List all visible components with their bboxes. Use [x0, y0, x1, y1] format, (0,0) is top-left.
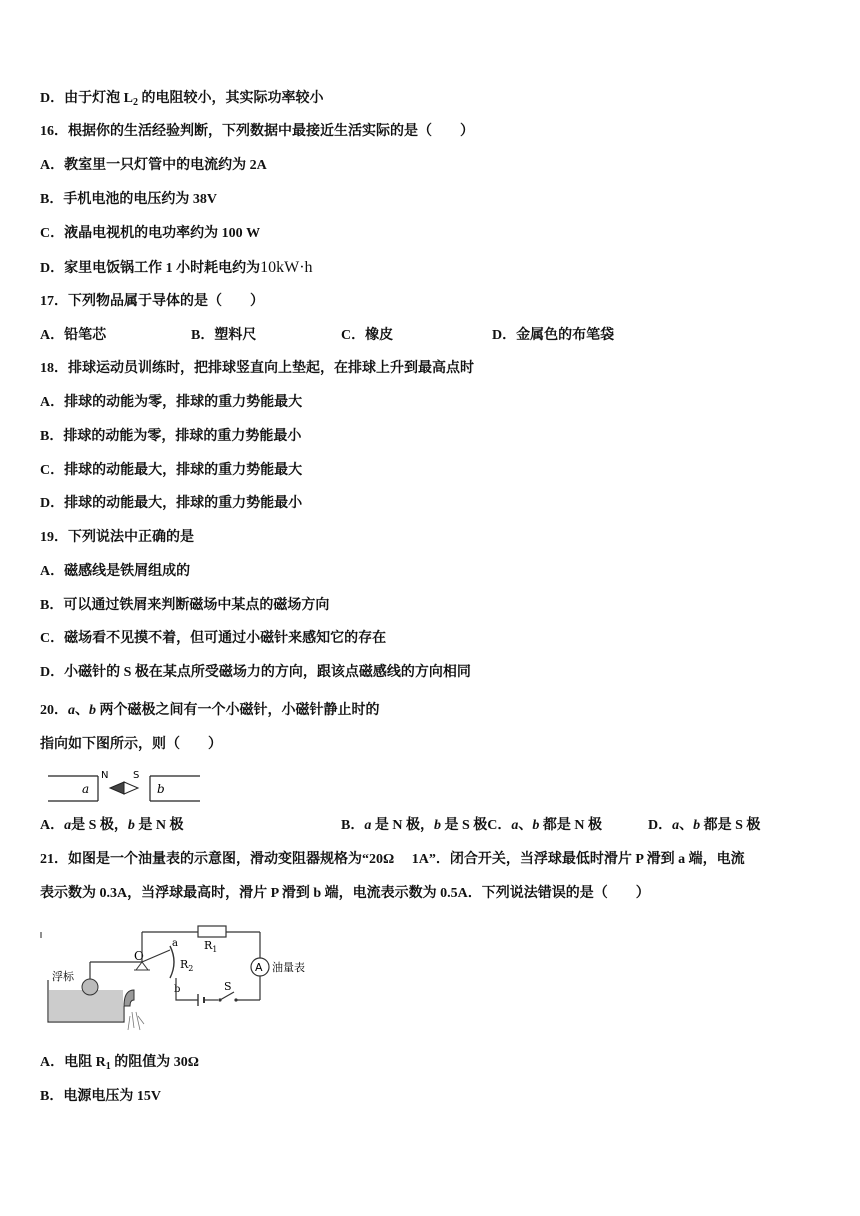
q18-stem: 18．排球运动员训练时，把排球竖直向上垫起，在排球上升到最高点时 — [40, 361, 474, 376]
q17-option-b: B．塑料尺 — [191, 328, 257, 343]
q16-option-a: A．教室里一只灯管中的电流约为 2A — [40, 158, 267, 173]
float-label: 浮标 — [52, 970, 74, 983]
q18-option-a: A．排球的动能为零，排球的重力势能最大 — [40, 395, 303, 410]
q17-option-c: C．橡皮 — [341, 328, 394, 343]
q16-option-b: B．手机电池的电压约为 38V — [40, 192, 217, 207]
pivot-label: O — [134, 949, 144, 963]
q16-option-c: C．液晶电视机的电功率约为 100 W — [40, 226, 261, 241]
rheostat-r2 — [170, 946, 174, 978]
magnet-a-label: a — [82, 782, 90, 796]
oil-meter-label: 油量表 — [272, 961, 305, 974]
q21-stem-line1: 21．如图是一个油量表的示意图，滑动变阻器规格为“20Ω 1A”．闭合开关，当浮球最低时滑片 P 滑到 a 端，电流 — [40, 852, 745, 867]
ammeter-symbol: A — [255, 961, 263, 974]
q18-option-d: D．排球的动能最大，排球的重力势能最小 — [40, 496, 303, 511]
q21-oil-gauge-circuit — [38, 920, 318, 1040]
switch-label: S — [224, 980, 232, 993]
q19-option-d: D．小磁针的 S 极在某点所受磁场力的方向，跟该点磁感线的方向相同 — [40, 665, 471, 680]
q17-option-a: A．铅笔芯 — [40, 328, 107, 343]
q19-option-b: B．可以通过铁屑来判断磁场中某点的磁场方向 — [40, 598, 330, 613]
r2-b-label: b — [174, 984, 181, 995]
q19-stem: 19．下列说法中正确的是 — [40, 530, 194, 545]
needle-n-label: N — [101, 770, 109, 781]
q21-option-a: A．电阻 $R_1$ 的阻值为 30Ω — [40, 1055, 199, 1072]
needle-s-half — [124, 782, 138, 794]
needle-s-label: S — [133, 770, 140, 781]
q18-option-c: C．排球的动能最大，排球的重力势能最大 — [40, 463, 303, 478]
q20-magnet-figure — [44, 766, 204, 806]
needle-n-half — [110, 782, 124, 794]
r2-label: $R_2$ — [180, 958, 194, 973]
q18-option-b: B．排球的动能为零，排球的重力势能最小 — [40, 429, 302, 444]
q20-option-a: A．a是 S 极，b 是 N 极 — [40, 818, 184, 833]
q19-option-a: A．磁感线是铁屑组成的 — [40, 564, 191, 579]
resistor-r1 — [198, 926, 226, 937]
q20-option-d: D．a、b 都是 S 极 — [648, 818, 761, 833]
q21-stem-line2: 表示数为 0.3A，当浮球最高时，滑片 P 滑到 b 端，电流表示数为 0.5A．下列说法错误的是（ ） — [40, 886, 650, 901]
q20-stem: 20．a、b 两个磁极之间有一个小磁针，小磁针静止时的 — [40, 703, 380, 718]
q20-option-b-c: B．a 是 N 极，b 是 S 极C．a、b 都是 N 极 — [341, 818, 602, 833]
r1-label: $R_1$ — [204, 939, 218, 954]
q19-option-c: C．磁场看不见摸不着，但可通过小磁针来感知它的存在 — [40, 631, 387, 646]
q15-option-d: D．由于灯泡 $L_2$ 的电阻较小，其实际功率较小 — [40, 91, 324, 108]
q16-stem: 16．根据你的生活经验判断，下列数据中最接近生活实际的是（ ） — [40, 124, 474, 139]
q17-option-d: D．金属色的布笔袋 — [492, 328, 615, 343]
q17-stem: 17．下列物品属于导体的是（ ） — [40, 294, 264, 309]
oil-level — [49, 990, 123, 1021]
r2-a-label: a — [172, 938, 178, 949]
float-ball — [82, 979, 98, 995]
q20-stem-line2: 指向如下图所示，则（ ） — [40, 737, 222, 752]
q21-option-b: B．电源电压为 15V — [40, 1089, 161, 1104]
magnet-b-label: b — [157, 782, 165, 796]
q16-option-d: D．家里电饭锅工作 1 小时耗电约为10kW·h — [40, 259, 313, 276]
